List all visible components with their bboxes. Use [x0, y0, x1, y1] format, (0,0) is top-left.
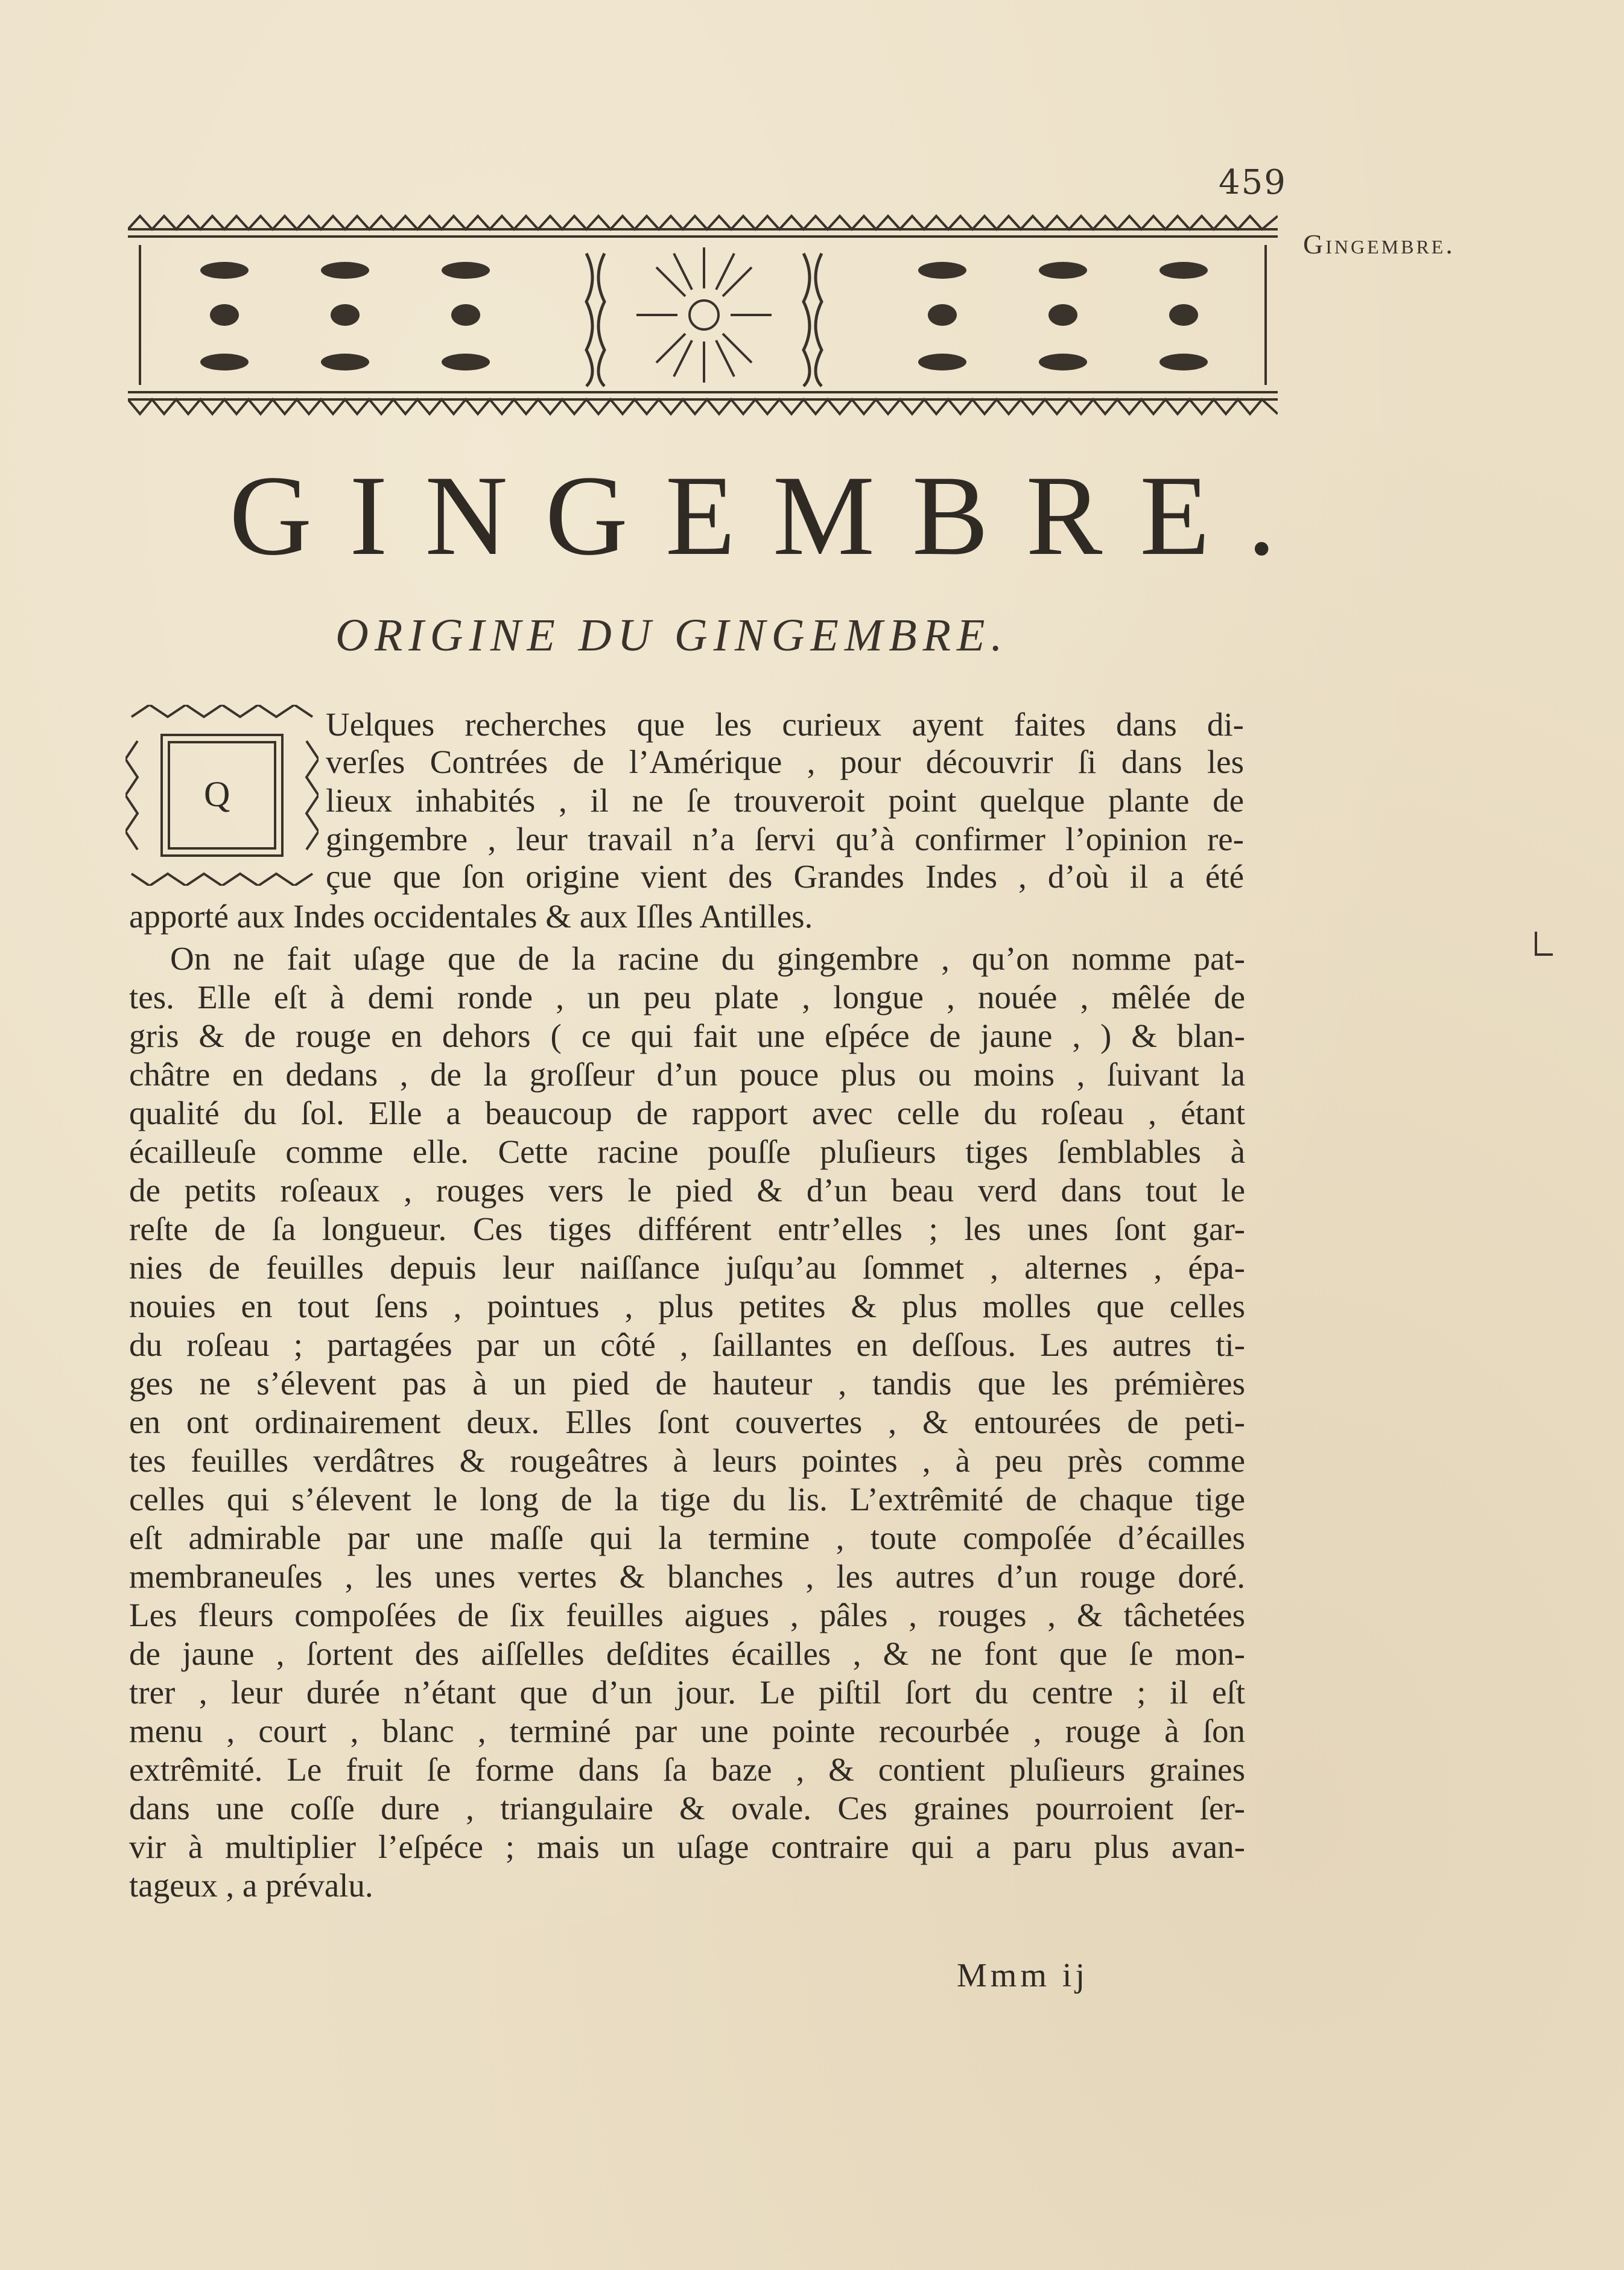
paragraph2-line-25: tageux , a prévalu.	[129, 1867, 373, 1904]
paragraph2-line-21: menu , court , blanc , terminé par une pointe recourbée , rouge à ſon	[129, 1712, 1245, 1749]
paragraph2-line-17: membraneuſes , les unes vertes & blanches , les autres d’un rouge doré.	[129, 1558, 1245, 1595]
paragraph1-line-1: Uelques recherches que les curieux ayent faites dans di-	[326, 706, 1244, 743]
paragraph2-line-14: tes feuilles verdâtres & rougeâtres à leurs pointes , à peu près comme	[129, 1442, 1245, 1479]
paragraph2-line-18: Les fleurs compoſées de ſix feuilles aigues , pâles , rouges , & tâchetées	[129, 1597, 1245, 1633]
paragraph2-line-6: écailleuſe comme elle. Cette racine pouſſe pluſieurs tiges ſemblables à	[129, 1133, 1245, 1170]
paragraph1-line-3: lieux inhabités , il ne ſe trouveroit point quelque plante de	[326, 782, 1244, 819]
running-head: Gingembre.	[1303, 229, 1455, 259]
drop-cap-letter: Q	[204, 774, 230, 814]
paragraph2-line-19: de jaune , ſortent des aiſſelles deſdites écailles , & ne font que ſe mon-	[129, 1635, 1245, 1672]
signature-mark: Mmm ij	[957, 1957, 1089, 1994]
paragraph1-line-4: gingembre , leur travail n’a ſervi qu’à confirmer l’opinion re-	[326, 821, 1244, 857]
paragraph2-line-13: en ont ordinairement deux. Elles ſont couvertes , & entourées de peti-	[129, 1404, 1245, 1440]
paragraph1-line-6: apporté aux Indes occidentales & aux Iſles Antilles.	[129, 898, 813, 935]
paragraph2-line-5: qualité du ſol. Elle a beaucoup de rapport avec celle du roſeau , étant	[129, 1095, 1245, 1131]
paragraph2-line-8: reſte de ſa longueur. Ces tiges différent entr’elles ; les unes ſont gar-	[129, 1210, 1245, 1247]
paragraph2-line-11: du roſeau ; partagées par un côté , ſaillantes en deſſous. Les autres ti-	[129, 1326, 1245, 1363]
paragraph2-line-1: On ne fait uſage que de la racine du gingembre , qu’on nomme pat-	[170, 940, 1245, 977]
paragraph2-line-10: nouies en tout ſens , pointues , plus petites & plus molles que celles	[129, 1288, 1245, 1324]
page-title: GINGEMBRE.	[229, 453, 1313, 579]
paragraph2-line-7: de petits roſeaux , rouges vers le pied & d’un beau verd dans tout le	[129, 1172, 1245, 1209]
paragraph2-line-2: tes. Elle eſt à demi ronde , un peu plate , longue , nouée , mêlée de	[129, 979, 1245, 1016]
page-number: 459	[1219, 163, 1287, 202]
paragraph2-line-3: gris & de rouge en dehors ( ce qui fait une eſpéce de jaune , ) & blan-	[129, 1017, 1245, 1054]
decorative-headpiece	[128, 211, 1278, 428]
paragraph2-line-20: trer , leur durée n’étant que d’un jour. Le piſtil ſort du centre ; il eſt	[129, 1674, 1245, 1711]
paragraph2-line-24: vir à multiplier l’eſpéce ; mais un uſage contraire qui a paru plus avan-	[129, 1828, 1245, 1865]
paragraph2-line-4: châtre en dedans , de la groſſeur d’un pouce plus ou moins , ſuivant la	[129, 1056, 1245, 1093]
paragraph2-line-12: ges ne s’élevent pas à un pied de hauteur , tandis que les prémières	[129, 1365, 1245, 1402]
margin-mark	[1532, 929, 1556, 959]
paragraph2-line-9: nies de feuilles depuis leur naiſſance juſqu’au ſommet , alternes , épa-	[129, 1249, 1245, 1286]
paragraph1-line-2: verſes Contrées de l’Amérique , pour découvrir ſi dans les	[326, 743, 1244, 780]
paragraph1-line-5: çue que ſon origine vient des Grandes Indes , d’où il a été	[326, 858, 1244, 895]
section-subtitle: ORIGINE DU GINGEMBRE.	[335, 610, 1009, 661]
paragraph2-line-16: eſt admirable par une maſſe qui la termine , toute compoſée d’écailles	[129, 1519, 1245, 1556]
paragraph2-line-23: dans une coſſe dure , triangulaire & ovale. Ces graines pourroient ſer-	[129, 1790, 1245, 1826]
paragraph2-line-22: extrêmité. Le fruit ſe forme dans ſa baze , & contient pluſieurs graines	[129, 1751, 1245, 1788]
paragraph2-line-15: celles qui s’élevent le long de la tige du lis. L’extrêmité de chaque tige	[129, 1481, 1245, 1518]
